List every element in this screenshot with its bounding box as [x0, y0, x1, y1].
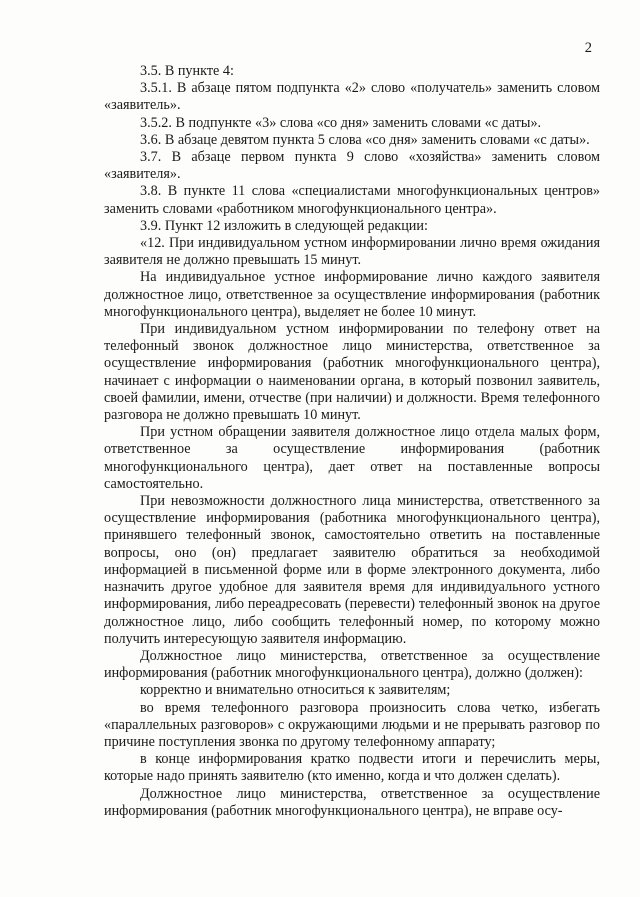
paragraph: Должностное лицо министерства, ответственное за осуществление информирования (работник многофункционального центра), должно (должен): — [104, 647, 600, 682]
paragraph: При индивидуальном устном информировании по телефону ответ на телефонный звонок должностное лицо министерства, ответственное за осуществление информирования (работник многофункционального центра), начинает с информации о наименовании органа, в который позвонил заявитель, своей фамилии, имени, отчестве (при наличии) и должности. Время телефонного разговора не должно превышать 10 минут. — [104, 321, 600, 424]
paragraph: При устном обращении заявителя должностное лицо отдела малых форм, ответственное за осуществление информирования (работник многофункционального центра), дает ответ на поставленные вопросы самостоятельно. — [104, 424, 600, 492]
paragraph: во время телефонного разговора произносить слова четко, избегать «параллельных разговоров» с окружающими людьми и не прерывать разговор по причине поступления звонка по другому телефонному аппарату; — [104, 699, 600, 750]
paragraph: 3.6. В абзаце девятом пункта 5 слова «со дня» заменить словами «с даты». — [140, 131, 590, 148]
paragraph: корректно и внимательно относиться к заявителям; — [140, 682, 451, 699]
page-number: 2 — [584, 40, 592, 56]
paragraph: 3.9. Пункт 12 изложить в следующей редакции: — [140, 217, 428, 234]
paragraph: 3.5. В пункте 4: — [140, 63, 234, 79]
document-body — [104, 63, 600, 820]
paragraph: «12. При индивидуальном устном информировании лично время ожидания заявителя не должно превышать 15 минут. — [104, 235, 600, 269]
paragraph: 3.8. В пункте 11 слова «специалистами многофункциональных центров» заменить словами «работником многофункционального центра». — [104, 183, 600, 217]
paragraph: 3.7. В абзаце первом пункта 9 слово «хозяйства» заменить словом «заявителя». — [104, 149, 600, 183]
paragraph: в конце информирования кратко подвести итоги и перечислить меры, которые надо принять заявителю (кто именно, когда и что должен сделать). — [104, 751, 600, 785]
paragraph: 3.5.1. В абзаце пятом подпункта «2» слово «получатель» заменить словом «заявитель». — [104, 80, 600, 114]
paragraph: При невозможности должностного лица министерства, ответственного за осуществление информирования (работника многофункционального центра), принявшего телефонный звонок, самостоятельно ответить на поставленные вопросы, оно (он) предлагает заявителю обратиться за необходимой информацией в письменной форме или в форме электронного документа, либо назначить другое удобное для заявителя время для индивидуального устного информирования, либо переадресовать (перевести) телефонный звонок на другое должностное лицо, либо сообщить телефонный номер, по которому можно получить интересующую заявителя информацию. — [104, 493, 600, 647]
paragraph: На индивидуальное устное информирование лично каждого заявителя должностное лицо, ответственное за осуществление информирования (работник многофункционального центра), выделяет не более 10 минут. — [104, 269, 600, 320]
paragraph: 3.5.2. В подпункте «3» слова «со дня» заменить словами «с даты». — [140, 114, 542, 131]
paragraph: Должностное лицо министерства, ответственное за осуществление информирования (работник многофункционального центра), не вправе осу- — [104, 785, 600, 819]
